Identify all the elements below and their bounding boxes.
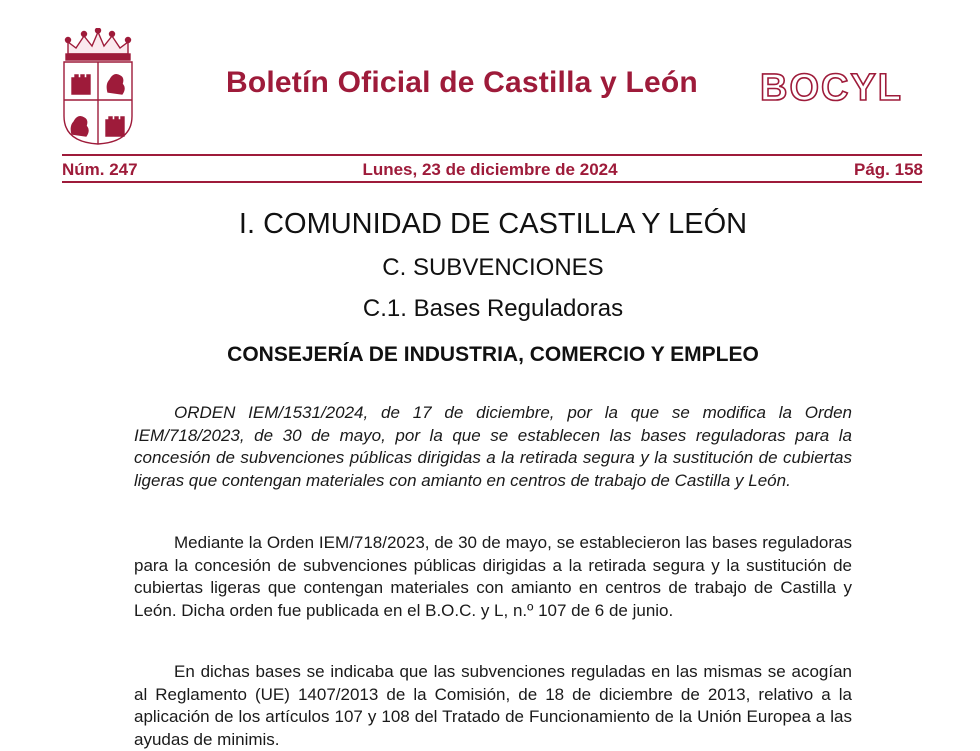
issue-number: Núm. 247 bbox=[62, 160, 138, 179]
publication-title: Boletín Oficial de Castilla y León bbox=[226, 66, 698, 99]
header-bottom-rule bbox=[62, 181, 922, 183]
coat-of-arms-logo bbox=[60, 28, 136, 146]
subsubsection-heading: C.1. Bases Reguladoras bbox=[362, 295, 624, 322]
subsection-heading: C. SUBVENCIONES bbox=[382, 254, 604, 281]
body-paragraph-1: Mediante la Orden IEM/718/2023, de 30 de mayo, se establecieron las bases reguladoras para la concesión de subvenciones públicas dirigidas a la retirada segura y la sustitución de cubiertas ligeras que contengan materiales con amianto en centros de trabajo de Castilla y León. Dicha orden fue publicada en el B.O.C. y L, n.º 107 de 6 de junio. bbox=[134, 533, 852, 620]
bocyl-logo-text: BOCYL bbox=[760, 67, 903, 109]
page-number: Pág. 158 bbox=[854, 160, 923, 179]
header-top-rule bbox=[62, 154, 922, 156]
order-summary-paragraph: ORDEN IEM/1531/2024, de 17 de diciembre, por la que se modifica la Orden IEM/718/2023, de 30 de mayo, por la que se establecen las bases reguladoras para la concesión de subvenciones públicas dirigidas a la retirada segura y la sustitución de cubiertas ligeras que contengan materiales con amianto en centros de trabajo de Castilla y León. bbox=[134, 403, 852, 490]
body-paragraph-2: En dichas bases se indicaba que las subvenciones reguladas en las mismas se acogían al Reglamento (UE) 1407/2013 de la Comisión, de 18 de diciembre de 2013, relativo a la aplicación de los artículos 107 y 108 del Tratado de Funcionamiento de la Unión Europea a las ayudas de minimis. bbox=[134, 662, 852, 749]
department-heading: CONSEJERÍA DE INDUSTRIA, COMERCIO Y EMPLEO bbox=[227, 343, 759, 366]
issue-date: Lunes, 23 de diciembre de 2024 bbox=[362, 160, 618, 179]
section-heading: I. COMUNIDAD DE CASTILLA Y LEÓN bbox=[238, 208, 748, 240]
